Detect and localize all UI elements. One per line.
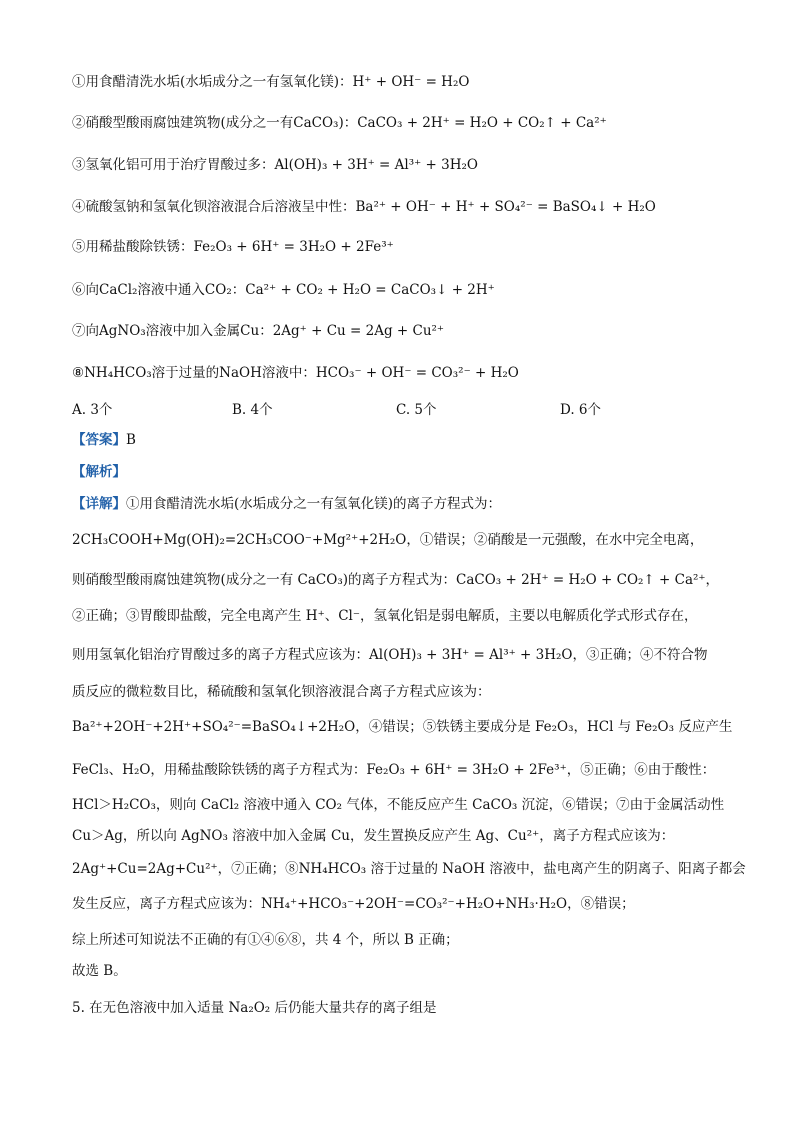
statement-6: ⑥向CaCl₂溶液中通入CO₂：Ca²⁺ + CO₂ + H₂O = CaCO₃↓ + 2H⁺ [72,282,495,298]
statement-5: ⑤用稀盐酸除铁锈：Fe₂O₃ + 6H⁺ = 3H₂O + 2Fe³⁺ [72,239,394,255]
analysis-heading [72,463,732,481]
analysis-line-8: FeCl₃、H₂O，用稀盐酸除铁锈的离子方程式为：Fe₂O₃ + 6H⁺ = 3H₂O + 2Fe³⁺，⑤正确；⑥由于酸性： [72,762,716,778]
analysis-line-6: 质反应的微粒数目比，稀硫酸和氢氧化钡溶液混合离子方程式应该为： [72,684,491,700]
option-d: D. 6个 [560,402,602,418]
analysis-line-12: 发生反应，离子方程式应该为：NH₄⁺+HCO₃⁻+2OH⁻=CO₃²⁻+H₂O+NH₃·H₂O，⑧错误； [72,896,635,912]
analysis-line-9: HCl＞H₂CO₃，则向 CaCl₂ 溶液中通入 CO₂ 气体，不能反应产生 CaCO₃ 沉淀，⑥错误；⑦由于金属活动性 [72,797,725,813]
analysis-line-4: ②正确；③胃酸即盐酸，完全电离产生 H⁺、Cl⁻，氢氧化铝是弱电解质，主要以电解质化学式形式存在， [72,608,698,624]
detail-tag: 【详解】 [72,496,126,512]
analysis-line-2: 2CH₃COOH+Mg(OH)₂=2CH₃COO⁻+Mg²⁺+2H₂O，①错误；②硝酸是一元强酸，在水中完全电离， [72,532,704,548]
statement-3: ③氢氧化铝可用于治疗胃酸过多：Al(OH)₃ + 3H⁺ = Al³⁺ + 3H₂O [72,157,478,173]
analysis-line-14: 故选 B。 [72,963,127,979]
statement-2: ②硝酸型酸雨腐蚀建筑物(成分之一有CaCO₃)：CaCO₃ + 2H⁺ = H₂O + CO₂↑ + Ca²⁺ [72,115,607,131]
answer-tag: 【答案】 [72,432,126,448]
answer-value: B [126,432,136,448]
analysis-line-7: Ba²⁺+2OH⁻+2H⁺+SO₄²⁻=BaSO₄↓+2H₂O，④错误；⑤铁锈主要成分是 Fe₂O₃，HCl 与 Fe₂O₃ 反应产生 [72,719,733,735]
analysis-line-3: 则硝酸型酸雨腐蚀建筑物(成分之一有 CaCO₃)的离子方程式为：CaCO₃ + 2H⁺ = H₂O + CO₂↑ + Ca²⁺， [72,572,720,588]
analysis-line-11: 2Ag⁺+Cu=2Ag+Cu²⁺，⑦正确；⑧NH₄HCO₃ 溶于过量的 NaOH 溶液中，盐电离产生的阴离子、阳离子都会 [72,861,746,877]
statement-4: ④硫酸氢钠和氢氧化钡溶液混合后溶液呈中性：Ba²⁺ + OH⁻ + H⁺ + SO₄²⁻ = BaSO₄↓ + H₂O [72,199,656,215]
option-c: C. 5个 [396,402,437,418]
statement-7: ⑦向AgNO₃溶液中加入金属Cu：2Ag⁺ + Cu = 2Ag + Cu²⁺ [72,323,445,339]
analysis-line-10: Cu＞Ag，所以向 AgNO₃ 溶液中加入金属 Cu，发生置换反应产生 Ag、Cu²⁺，离子方程式应该为： [72,828,675,844]
analysis-line-13: 综上所述可知说法不正确的有①④⑥⑧，共 4 个，所以 B 正确； [72,932,459,948]
option-b: B. 4个 [232,402,273,418]
statement-8: ⑧NH₄HCO₃溶于过量的NaOH溶液中：HCO₃⁻ + OH⁻ = CO₃²⁻ + H₂O [72,365,519,381]
option-a: A. 3个 [72,402,113,418]
analysis-line-1 [72,495,732,513]
statement-1: ①用食醋清洗水垢(水垢成分之一有氢氧化镁)：H⁺ + OH⁻ = H₂O [72,74,470,90]
answer-line [72,431,732,449]
analysis-line-5: 则用氢氧化铝治疗胃酸过多的离子方程式应该为：Al(OH)₃ + 3H⁺ = Al³⁺ + 3H₂O，③正确；④不符合物 [72,647,708,663]
analysis-text-1: ①用食醋清洗水垢(水垢成分之一有氢氧化镁)的离子方程式为： [126,496,502,512]
question-5-stem: 5. 在无色溶液中加入适量 Na₂O₂ 后仍能大量共存的离子组是 [72,1000,437,1016]
analysis-tag: 【解析】 [72,464,126,480]
